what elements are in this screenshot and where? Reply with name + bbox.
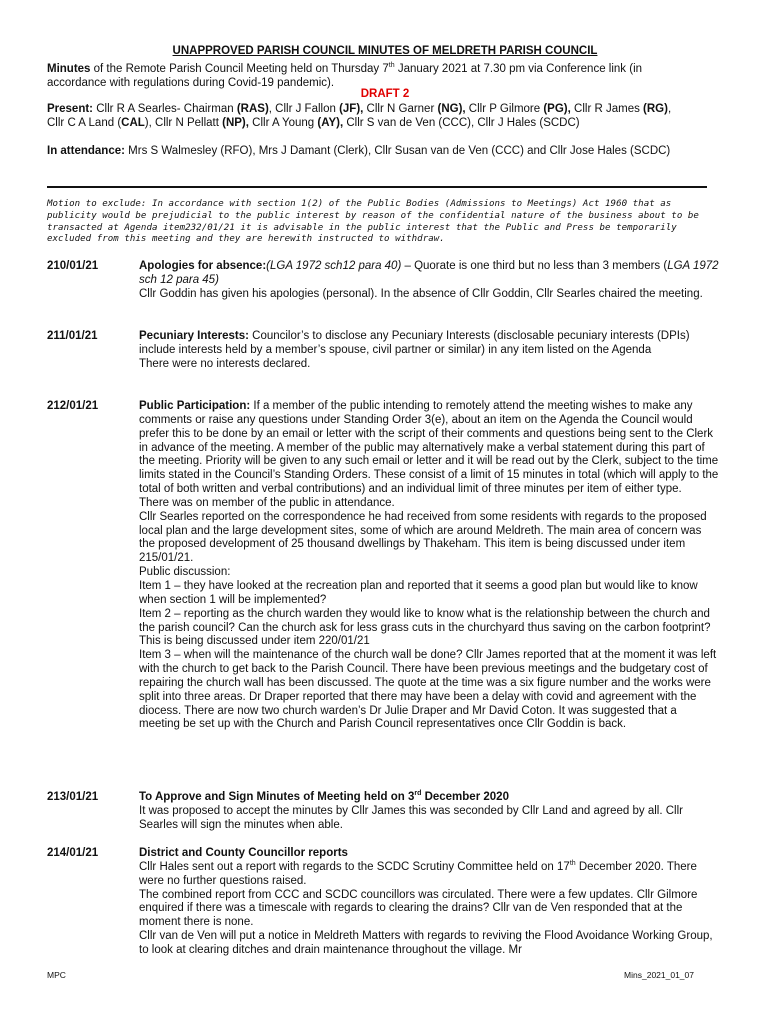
present-initials: (AY), <box>317 117 344 129</box>
motion-to-exclude: Motion to exclude: In accordance with section 1(2) of the Public Bodies (Admissions to Meetings) Act 1960 that as publicity would be prejudicial to the public interest by reason of the confidential nature of the business about to be transacted at Agenda item232/01/21 it is advisable in the public interest that the Public and Press be temporarily excluded from this meeting and they are herewith instructed to withdraw. <box>47 199 699 245</box>
item-text: Item 1 – they have looked at the recreation plan and reported that it seems a good plan but would like to know when section 1 will be implemented? <box>139 579 698 606</box>
intro-sup: th <box>388 62 395 70</box>
item-number: 210/01/21 <box>47 260 99 272</box>
present-text: Cllr S van de Ven (CCC), Cllr J Hales (SCDC) <box>343 117 580 129</box>
item-text: Item 3 – when will the maintenance of the church wall be done? Cllr James reported that at the moment it was left with the church to get back to the Parish Council. There have been previous meetings and the budgetary cost of repairing the church wall has been discussed. The quote at the time was a six figure number and the works were split into three areas. Dr Draper reported that there may have been a delay with covid and agreement with the diocess. There are now two church warden’s Dr Julie Draper and Mr David Coton. It was suggested that a meeting be set up with the Church and Parish Council representatives once Cllr Goddin is back. <box>139 649 717 731</box>
attendance-section <box>47 144 687 158</box>
item-number: 211/01/21 <box>47 330 98 342</box>
item-text <box>139 861 719 889</box>
item-body <box>139 791 719 833</box>
item-number: 212/01/21 <box>47 400 99 412</box>
item-text: Public discussion: <box>139 566 231 579</box>
item-heading: District and County Councillor reports <box>139 847 348 859</box>
present-initials: (RAS) <box>236 103 269 115</box>
item-body <box>139 400 719 732</box>
present-text: Cllr P Gilmore <box>465 103 544 115</box>
present-label: Present: <box>47 103 94 115</box>
item-text: – Quorate is one third but no less than 3 members ( <box>401 260 668 272</box>
intro-text: of the Remote Parish Council Meeting held on Thursday 7 <box>90 63 389 75</box>
item-text: Item 2 – reporting as the church warden they would like to know what is the relationship between the church and the parish council? Can the church ask for less grass cuts in the churchyard thus saving on the carbon footprint? This is being discussed under item 220/01/21 <box>139 607 711 648</box>
heading-sup: rd <box>414 790 422 798</box>
attendance-label: In attendance: <box>47 145 125 157</box>
present-initials: (NG), <box>437 103 466 115</box>
minutes-intro <box>47 62 687 90</box>
intro-text-end: January 2021 at 7.30 pm via Conference link (in accordance with regulations during Covid-19 pandemic). <box>47 63 643 89</box>
minutes-label: Minutes <box>47 63 91 75</box>
item-text: If a member of the public intending to remotely attend the meeting wishes to make any comments or raise any questions under Standing Order 3(e), about an item on the Agenda the Council would prefer this to be done by an email or letter with the script of their comments and questions being sent to the Clerk in advance of the meeting. A member of the public may alternatively make a verbal statement during this part of the meeting. Priority will be given to any such email or letter and it will be read out by the Clerk, subject to the time limits stated in the Council’s Standing Orders. These consist of a limit of 15 minutes in total (which will apply to the total of both written and verbal contributions) and an individual limit of three minutes per item of either type. <box>139 400 719 496</box>
item-text-part: Cllr Hales sent out a report with regards to the SCDC Scrutiny Committee held on 17 <box>139 860 570 873</box>
header-divider <box>47 186 707 188</box>
item-text: Councilor’s to disclose any Pecuniary Interests (disclosable pecuniary interests (DPIs) include interests held by a member’s spouse, civil partner or similar) in any item listed on the Agenda <box>139 330 690 356</box>
item-heading: Public Participation: <box>139 400 251 412</box>
present-text: Cllr R James <box>570 103 644 115</box>
attendance-text: Mrs S Walmesley (RFO), Mrs J Damant (Clerk), Cllr Susan van de Ven (CCC) and Cllr Jose Hales (SCDC) <box>124 145 671 157</box>
present-initials: (PG), <box>543 103 571 115</box>
item-text: There was on member of the public in attendance. <box>139 496 395 509</box>
item-heading: To Approve and Sign Minutes of Meeting held on 3 <box>139 791 415 803</box>
present-text: Cllr N Garner <box>363 103 438 115</box>
item-body <box>139 330 719 372</box>
present-text: Cllr A Young <box>248 117 318 129</box>
item-text: It was proposed to accept the minutes by Cllr James this was seconded by Cllr Land and agreed by all. Cllr Searles will sign the minutes when able. <box>139 804 683 831</box>
present-initials: (JF), <box>339 103 364 115</box>
item-text: The combined report from CCC and SCDC councillors was circulated. There were a few updates. Cllr Gilmore enquired if there was a timescale with regards to clearing the drains? Cllr van de Ven responded that at the moment there is none. <box>139 888 698 929</box>
footer-left: MPC <box>47 970 66 980</box>
item-text: Cllr Goddin has given his apologies (personal). In the absence of Cllr Goddin, Cllr Searles chaired the meeting. <box>139 287 703 300</box>
present-initials: (NP), <box>222 117 249 129</box>
item-text: Cllr Searles reported on the correspondence he had received from some residents with regards to the proposed local plan and the large development sites, some of which are around Meldreth. The main area of concern was the proposed development of 25 thousand dwellings by Thakeham. This item is being discussed under item 215/01/21. <box>139 510 707 565</box>
item-text-part: December 2020. There were no further questions raised. <box>139 860 697 887</box>
draft-label: DRAFT 2 <box>360 88 410 100</box>
legal-reference: (LGA 1972 sch12 para 40) <box>266 260 402 272</box>
item-body <box>139 260 719 302</box>
text-sup: th <box>569 860 576 868</box>
footer-right: Mins_2021_01_07 <box>624 970 694 980</box>
item-text: There were no interests declared. <box>139 357 311 370</box>
item-heading: Pecuniary Interests: <box>139 330 249 342</box>
item-text: Cllr van de Ven will put a notice in Meldreth Matters with regards to reviving the Flood Avoidance Working Group, to look at clearing ditches and drain maintenance throughout the village. Mr <box>139 930 713 956</box>
present-text: , Cllr J Fallon <box>268 103 340 115</box>
item-heading: Apologies for absence: <box>139 260 267 272</box>
item-heading-end: December 2020 <box>421 791 509 803</box>
present-initials: CAL <box>121 117 145 129</box>
document-title: UNAPPROVED PARISH COUNCIL MINUTES OF MELDRETH PARISH COUNCIL <box>172 45 598 57</box>
present-text: Cllr R A Searles- Chairman <box>93 103 237 115</box>
present-initials: (RG) <box>643 103 668 115</box>
present-text: , Cllr C A Land ( <box>47 103 672 129</box>
legal-reference: LGA 1972 sch 12 para 45) <box>139 260 719 286</box>
item-number: 213/01/21 <box>47 791 99 803</box>
present-section <box>47 102 687 130</box>
item-body <box>139 847 719 958</box>
present-text: ), Cllr N Pellatt <box>144 117 223 129</box>
item-number: 214/01/21 <box>47 847 99 859</box>
